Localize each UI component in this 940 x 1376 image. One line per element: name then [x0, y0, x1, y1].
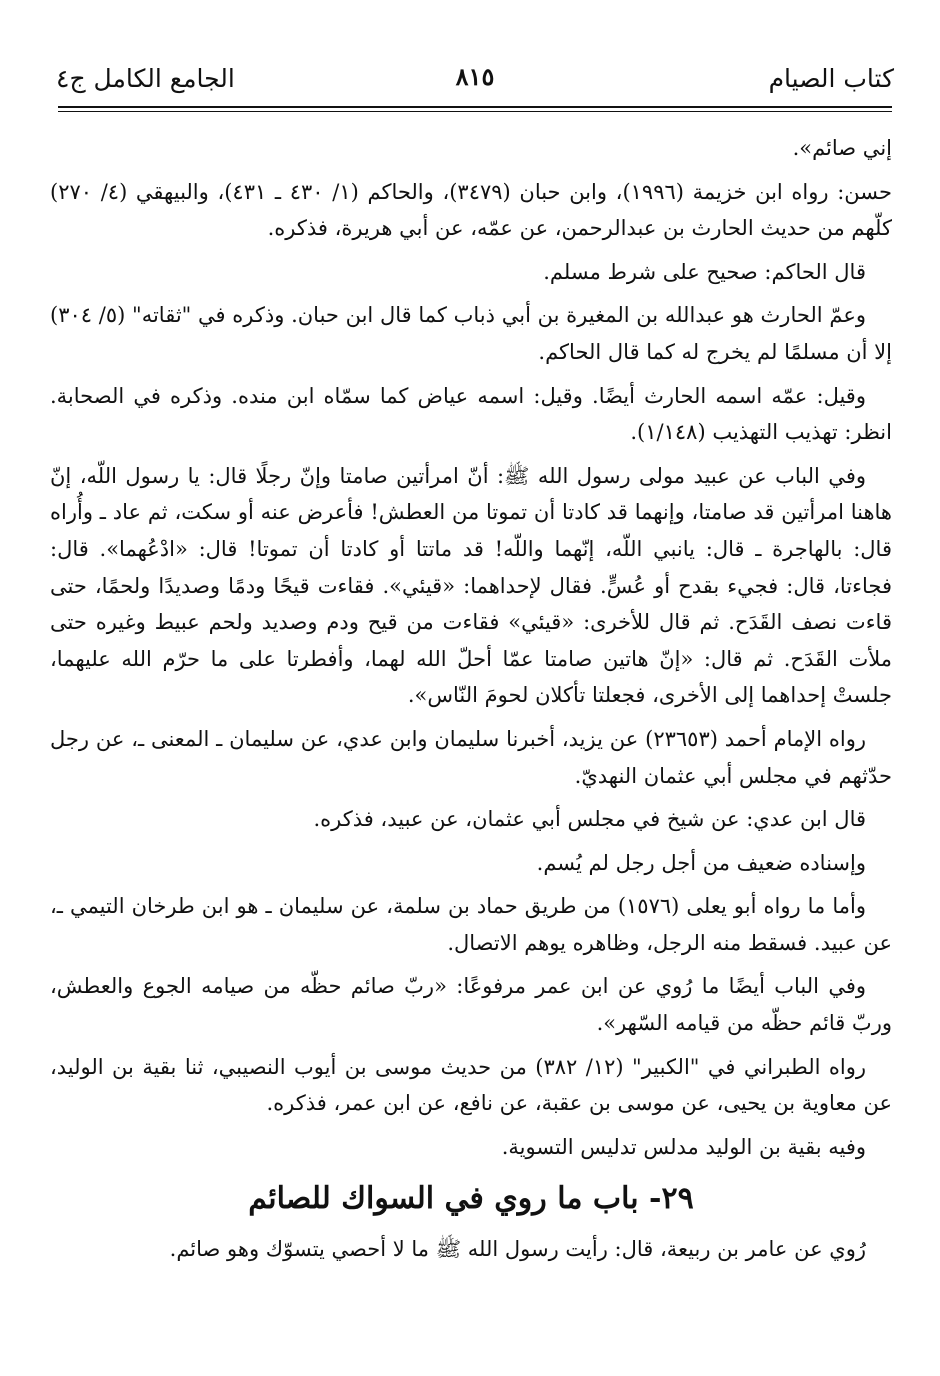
header-rule-thick: [58, 106, 892, 108]
paragraph: إني صائم».: [792, 136, 892, 160]
paragraph: وأما ما رواه أبو يعلى (١٥٧٦) من طريق حماد بن سلمة، عن سليمان ـ هو ابن طرخان التيمي ـ، عن عبيد. فسقط منه الرجل، وظاهره يوهم الاتصال.: [50, 894, 892, 955]
page-body: [50, 130, 892, 1275]
paragraph: وفي الباب عن عبيد مولى رسول الله ﷺ: أنّ امرأتين صامتا وإنّ رجلًا قال: يا رسول اللّه، إنّ هاهنا امرأتين قد صامتا، وإنهما قد كادتا أن تموتا من العطش! فأعرض عنه أو سكت، ثم عاد ـ وأُراه قال: بالهاجرة ـ قال: يانبي اللّه، إنّهما واللّه! قد ماتتا أو كادتا أن تموتا! قال: «ادْعُهما». قال: فجاءتا، قال: فجيء بقدح أو عُسٍّ. فقال لإحداهما: «قيئي». فقاءت قيحًا ودمًا وصديدًا ولحمًا، حتى قاءت نصف القَدَح. ثم قال للأخرى: «قيئي» فقاءت من قيح ودم وصديد ولحم عبيط وغيره حتى ملأت القَدَح. ثم قال: «إنّ هاتين صامتا عمّا أحلّ الله لهما، وأفطرتا على ما حرّم الله عليهما، جلستْ إحداهما إلى الأخرى، فجعلتا تأكلان لحومَ النّاس».: [50, 463, 892, 708]
page-header: [56, 56, 894, 100]
book-title: كتاب الصيام: [768, 64, 894, 93]
paragraph: وفيه بقية بن الوليد مدلس تدليس التسوية.: [501, 1134, 866, 1159]
paragraph: وقيل: عمّه اسمه الحارث أيضًا. وقيل: اسمه عياض كما سمّاه ابن منده. وذكره في الصحابة. انظر: تهذيب التهذيب (١/١٤٨).: [50, 383, 892, 445]
page-number: ٨١٥: [455, 62, 495, 91]
volume-title: الجامع الكامل ج٤: [56, 64, 235, 93]
header-rule-thin: [58, 111, 892, 112]
paragraph: قال الحاكم: صحيح على شرط مسلم.: [543, 259, 866, 284]
paragraph: قال ابن عدي: عن شيخ في مجلس أبي عثمان، عن عبيد، فذكره.: [313, 807, 866, 832]
paragraph: رواه الطبراني في "الكبير" (١٢/ ٣٨٢) من حديث موسى بن أيوب النصيبي، ثنا بقية بن الوليد، عن معاوية بن يحيى، عن موسى بن عقبة، عن نافع، عن ابن عمر، فذكره.: [50, 1054, 892, 1116]
paragraph: وعمّ الحارث هو عبدالله بن المغيرة بن أبي ذباب كما قال ابن حبان. وذكره في "ثقاته" (٥/ ٣٠٤) إلا أن مسلمًا لم يخرج له كما قال الحاكم.: [50, 303, 892, 364]
paragraph: حسن: رواه ابن خزيمة (١٩٩٦)، وابن حبان (٣٤٧٩)، والحاكم (١/ ٤٣٠ ـ ٤٣١)، والبيهقي (٤/ ٢٧٠) كلّهم من حديث الحارث بن عبدالرحمن، عن عمّه، عن أبي هريرة، فذكره.: [50, 179, 892, 241]
paragraph: وإسناده ضعيف من أجل رجل لم يُسم.: [536, 850, 866, 875]
paragraph: رواه الإمام أحمد (٢٣٦٥٣) عن يزيد، أخبرنا سليمان وابن عدي، عن سليمان ـ المعنى ـ، عن رجل حدّثهم في مجلس أبي عثمان النهديّ.: [50, 726, 892, 788]
section-heading: ٢٩- باب ما روي في السواك للصائم: [248, 1181, 694, 1217]
paragraph: وفي الباب أيضًا ما رُوي عن ابن عمر مرفوعًا: «ربّ صائم حظّه من صيامه الجوع والعطش، وربّ قائم حظّه من قيامه السّهر».: [50, 974, 892, 1036]
paragraph: رُوي عن عامر بن ربيعة، قال: رأيت رسول الله ﷺ ما لا أحصي يتسوّك وهو صائم.: [169, 1237, 866, 1262]
